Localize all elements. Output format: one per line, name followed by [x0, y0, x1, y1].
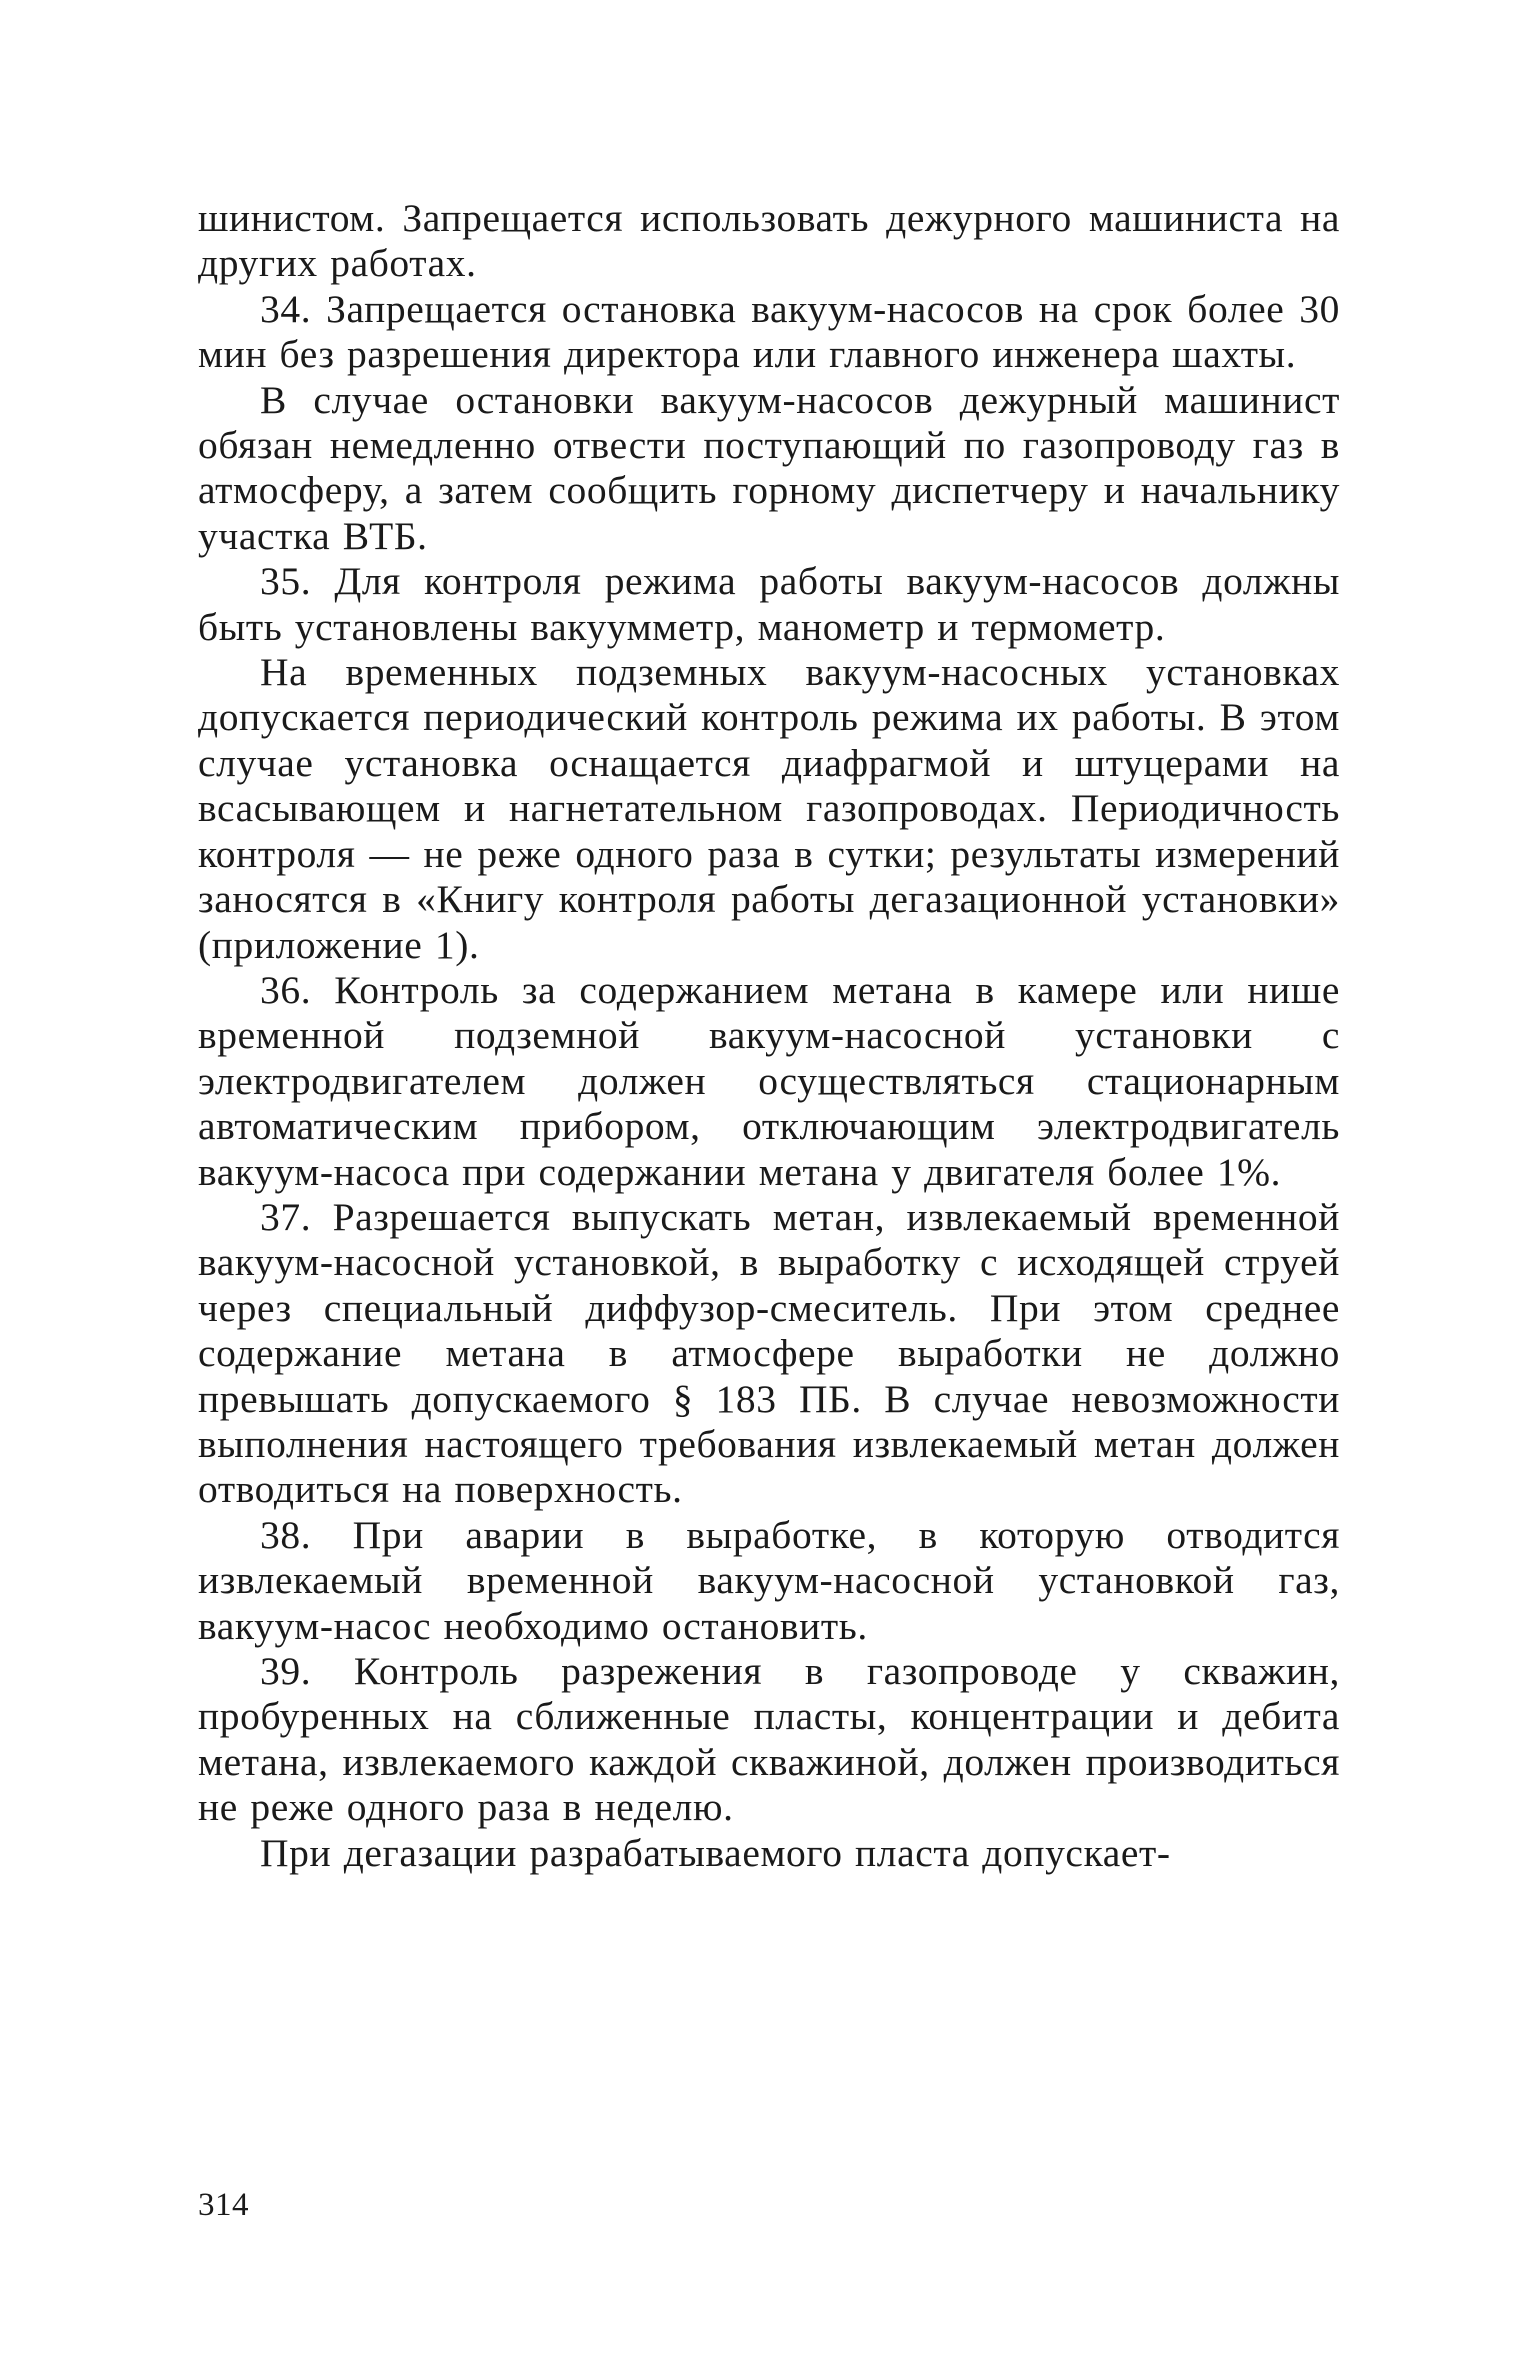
- page-body: [198, 196, 1340, 1876]
- paragraph-item-35-cont: На временных подземных вакуум-насосных установках допускается периодический контроль режима их работы. В этом случае установка оснащается диафрагмой и штуцерами на всасывающем и нагнетательном газопроводах. Периодичность контроля — не реже одного раза в сутки; результаты измерений заносятся в «Книгу контроля работы дегазационной установки» (приложение 1).: [198, 650, 1340, 967]
- paragraph-continuation: шинистом. Запрещается использовать дежурного машиниста на других работах.: [198, 196, 1340, 286]
- paragraph-item-39-cont: При дегазации разрабатываемого пласта допускает-: [260, 1830, 1171, 1875]
- paragraph-item-36: 36. Контроль за содержанием метана в камере или нише временной подземной вакуум-насосной установки с электродвигателем должен осуществляться стационарным автоматическим прибором, отключающим электродвигатель вакуум-насоса при содержании метана у двигателя более 1%.: [198, 967, 1340, 1194]
- page-number: 314: [198, 2187, 249, 2223]
- paragraph-item-39: 39. Контроль разрежения в газопроводе у скважин, пробуренных на сближенные пласты, концентрации и дебита метана, извлекаемого каждой скважиной, должен производиться не реже одного раза в неделю.: [198, 1649, 1340, 1830]
- paragraph-item-34-cont: В случае остановки вакуум-насосов дежурный машинист обязан немедленно отвести поступающий по газопроводу газ в атмосферу, а затем сообщить горному диспетчеру и начальнику участка ВТБ.: [198, 377, 1340, 558]
- paragraph-item-34: 34. Запрещается остановка вакуум-насосов на срок более 30 мин без разрешения директора или главного инженера шахты.: [198, 286, 1340, 377]
- paragraph-item-35: 35. Для контроля режима работы вакуум-насосов должны быть установлены вакуумметр, манометр и термометр.: [198, 559, 1340, 649]
- paragraph-item-37: 37. Разрешается выпускать метан, извлекаемый временной вакуум-насосной установкой, в выработку с исходящей струей через специальный диффузор-смеситель. При этом среднее содержание метана в атмосфере выработки не должно превышать допускаемого § 183 ПБ. В случае невозможности выполнения настоящего требования извлекаемый метан должен отводиться на поверхность.: [198, 1194, 1340, 1512]
- paragraph-item-38: 38. При аварии в выработке, в которую отводится извлекаемый временной вакуум-насосной установкой газ, вакуум-насос необходимо остановить.: [198, 1512, 1340, 1648]
